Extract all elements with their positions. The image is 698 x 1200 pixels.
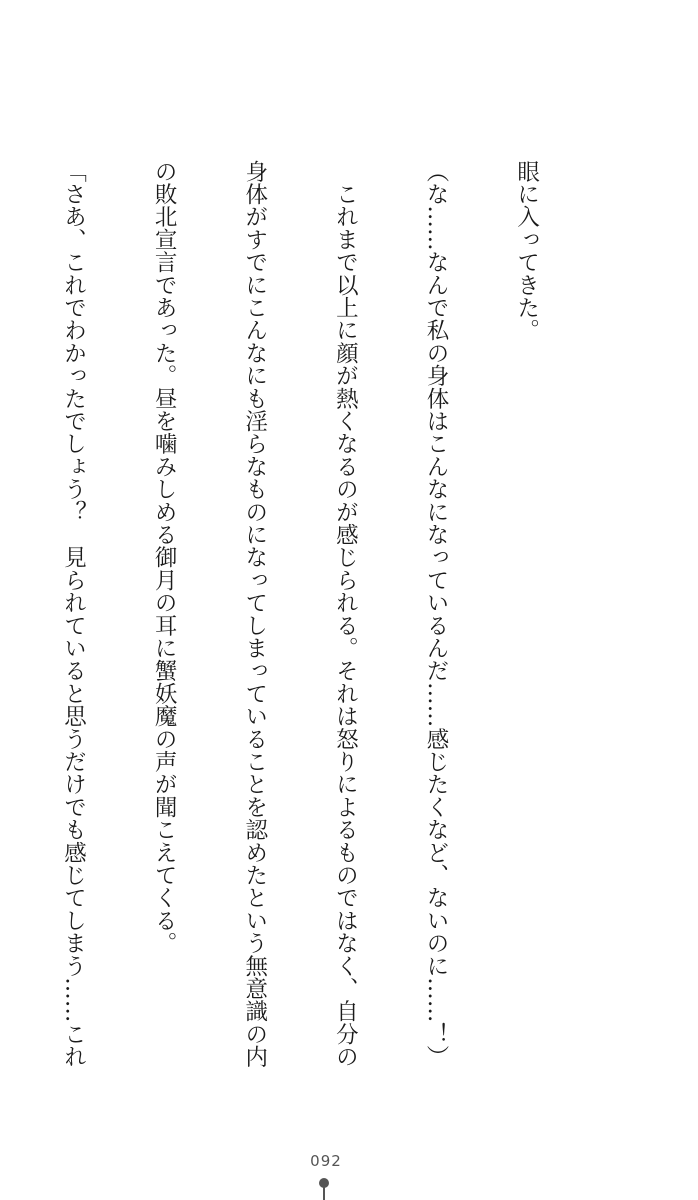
text-line: これまで以上に顔が熱くなるのが感じられる。それは怒りによるものではなく、自分の (332, 160, 359, 1068)
text-line: 身体がすでにこんなにも淫らなものになってしまっていることを認めたという無意識の内 (241, 160, 268, 1068)
marker-stem (323, 1187, 325, 1200)
page-marker-icon (318, 1178, 330, 1200)
text-line: 眼に入ってきた。 (513, 160, 540, 342)
vertical-text-body (0, 160, 602, 1080)
text-line: （な……なんで私の身体はこんなになっているんだ……感じたくなど、ないのに……！） (422, 160, 449, 1068)
page-number: 092 (310, 1152, 342, 1170)
text-line: の敗北宣言であった。昼を噛みしめる御月の耳に蟹妖魔の声が聞こえてくる。 (151, 160, 178, 955)
text-line: 「さあ、これでわかったでしょう？ 見られていると思うだけでも感じてしまう……これ (60, 160, 87, 1068)
